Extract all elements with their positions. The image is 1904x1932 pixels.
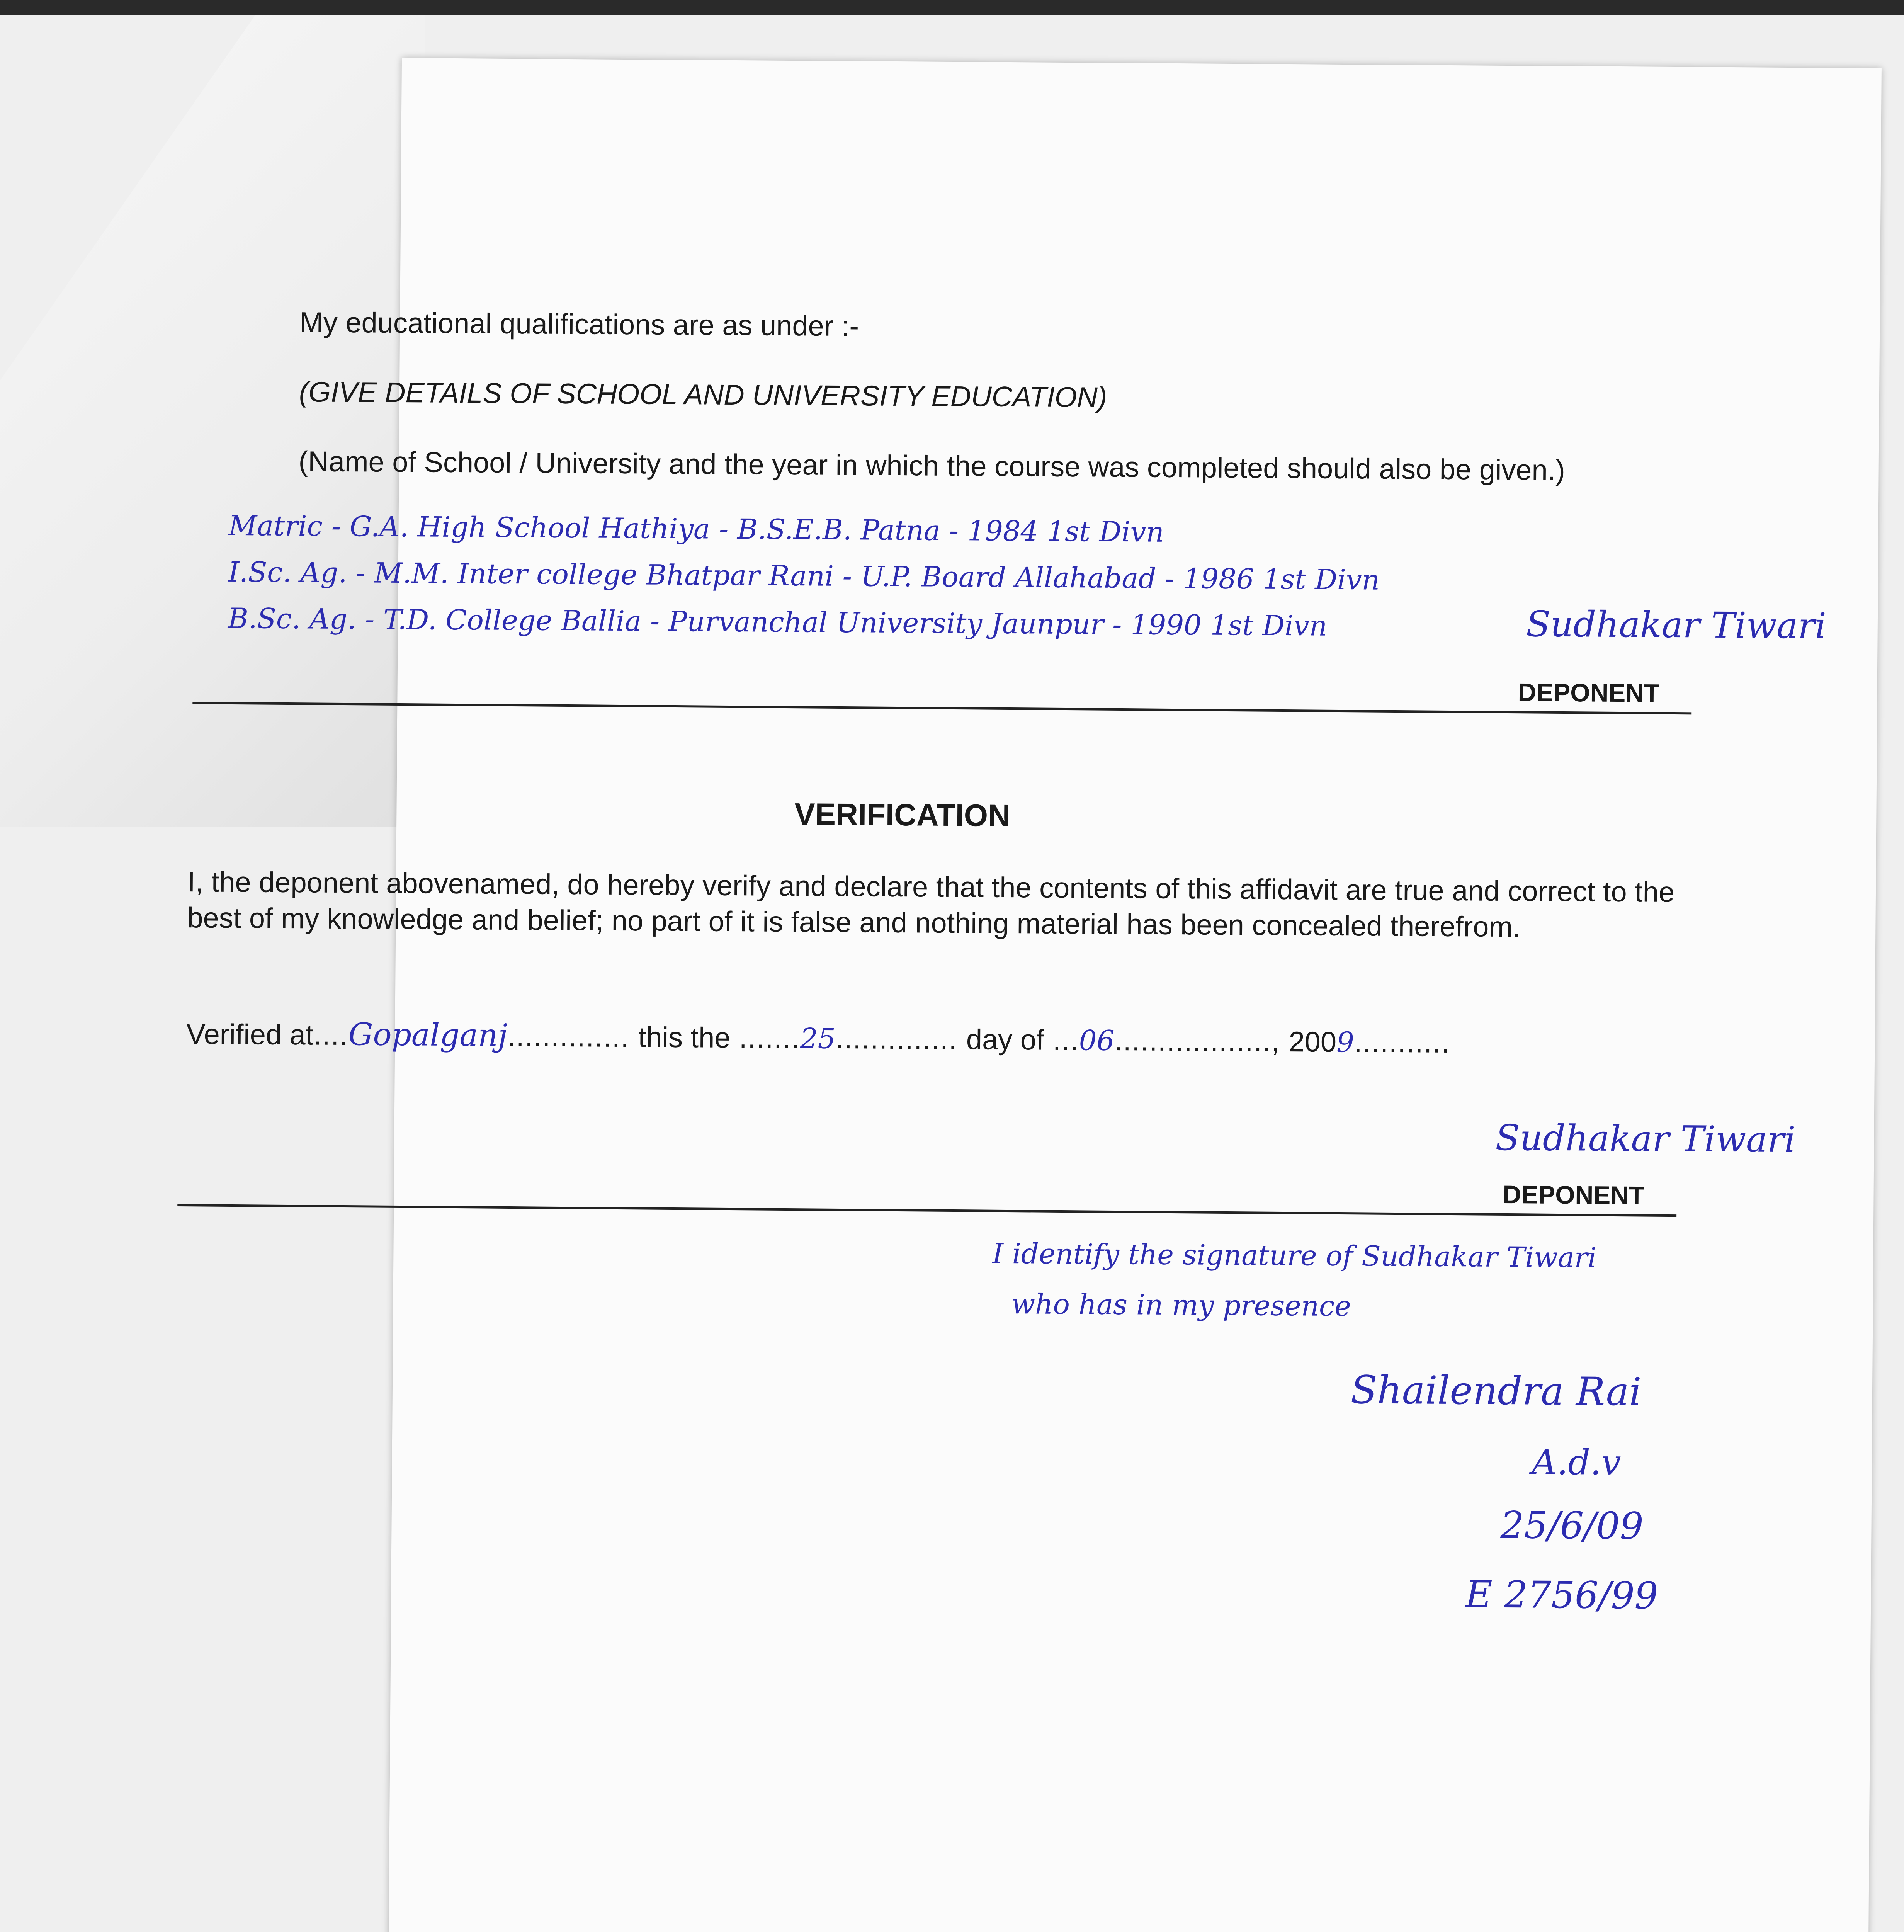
- identification-line1: I identify the signature of Sudhakar Tiwari: [992, 1237, 1597, 1274]
- identification-date: 25/6/09: [1500, 1503, 1644, 1548]
- advocate-signature: Shailendra Rai: [1350, 1367, 1642, 1415]
- verification-title: VERIFICATION: [794, 797, 1011, 833]
- qualifications-heading: My educational qualifications are as under :-: [299, 306, 859, 342]
- qualification-entry-bsc: B.Sc. Ag. - T.D. College Ballia - Purvanchal University Jaunpur - 1990 1st Divn: [228, 602, 1328, 642]
- verification-body: I, the deponent abovenamed, do hereby verify and declare that the contents of this affidavit are true and correct to the best of my knowledge and belief; no part of it is false and nothing material has been concealed therefrom.: [187, 866, 1675, 943]
- deponent-label-top: DEPONENT: [1518, 678, 1660, 707]
- divider-bottom: [177, 1204, 1676, 1217]
- this-the-label: this the: [638, 1021, 731, 1054]
- identification-line2: who has in my presence: [1011, 1287, 1352, 1323]
- verified-at-label: Verified at: [186, 1018, 314, 1051]
- advocate-title: A.d.v: [1532, 1442, 1621, 1483]
- deponent-label-bottom: DEPONENT: [1503, 1180, 1645, 1210]
- day-of-label: day of: [966, 1023, 1044, 1056]
- qualification-entry-matric: Matric - G.A. High School Hathiya - B.S.E.B. Patna - 1984 1st Divn: [228, 509, 1164, 548]
- qualification-entry-isc: I.Sc. Ag. - M.M. Inter college Bhatpar Rani - U.P. Board Allahabad - 1986 1st Divn: [228, 555, 1380, 596]
- year-digit: 9: [1336, 1026, 1355, 1059]
- divider-top: [192, 702, 1692, 714]
- deponent-signature-bottom: Sudhakar Tiwari: [1495, 1117, 1796, 1161]
- verified-place: Gopalganj: [348, 1016, 508, 1053]
- scanner-edge: [0, 0, 1904, 15]
- deponent-signature-top: Sudhakar Tiwari: [1526, 603, 1827, 647]
- year-prefix: 200: [1289, 1026, 1337, 1058]
- verified-month: 06: [1079, 1024, 1115, 1057]
- affidavit-page: [186, 58, 1882, 1932]
- qualifications-instruction: (GIVE DETAILS OF SCHOOL AND UNIVERSITY EDUCATION): [299, 376, 1107, 413]
- verified-at-line: Verified at....Gopalganj.............. this the .......25.............. day of ...06.................., 2009...........: [186, 1016, 1450, 1059]
- verified-day: 25: [800, 1022, 836, 1055]
- advocate-registration: E 2756/99: [1465, 1573, 1659, 1617]
- qualifications-note: (Name of School / University and the year in which the course was completed should also be given.): [298, 445, 1566, 486]
